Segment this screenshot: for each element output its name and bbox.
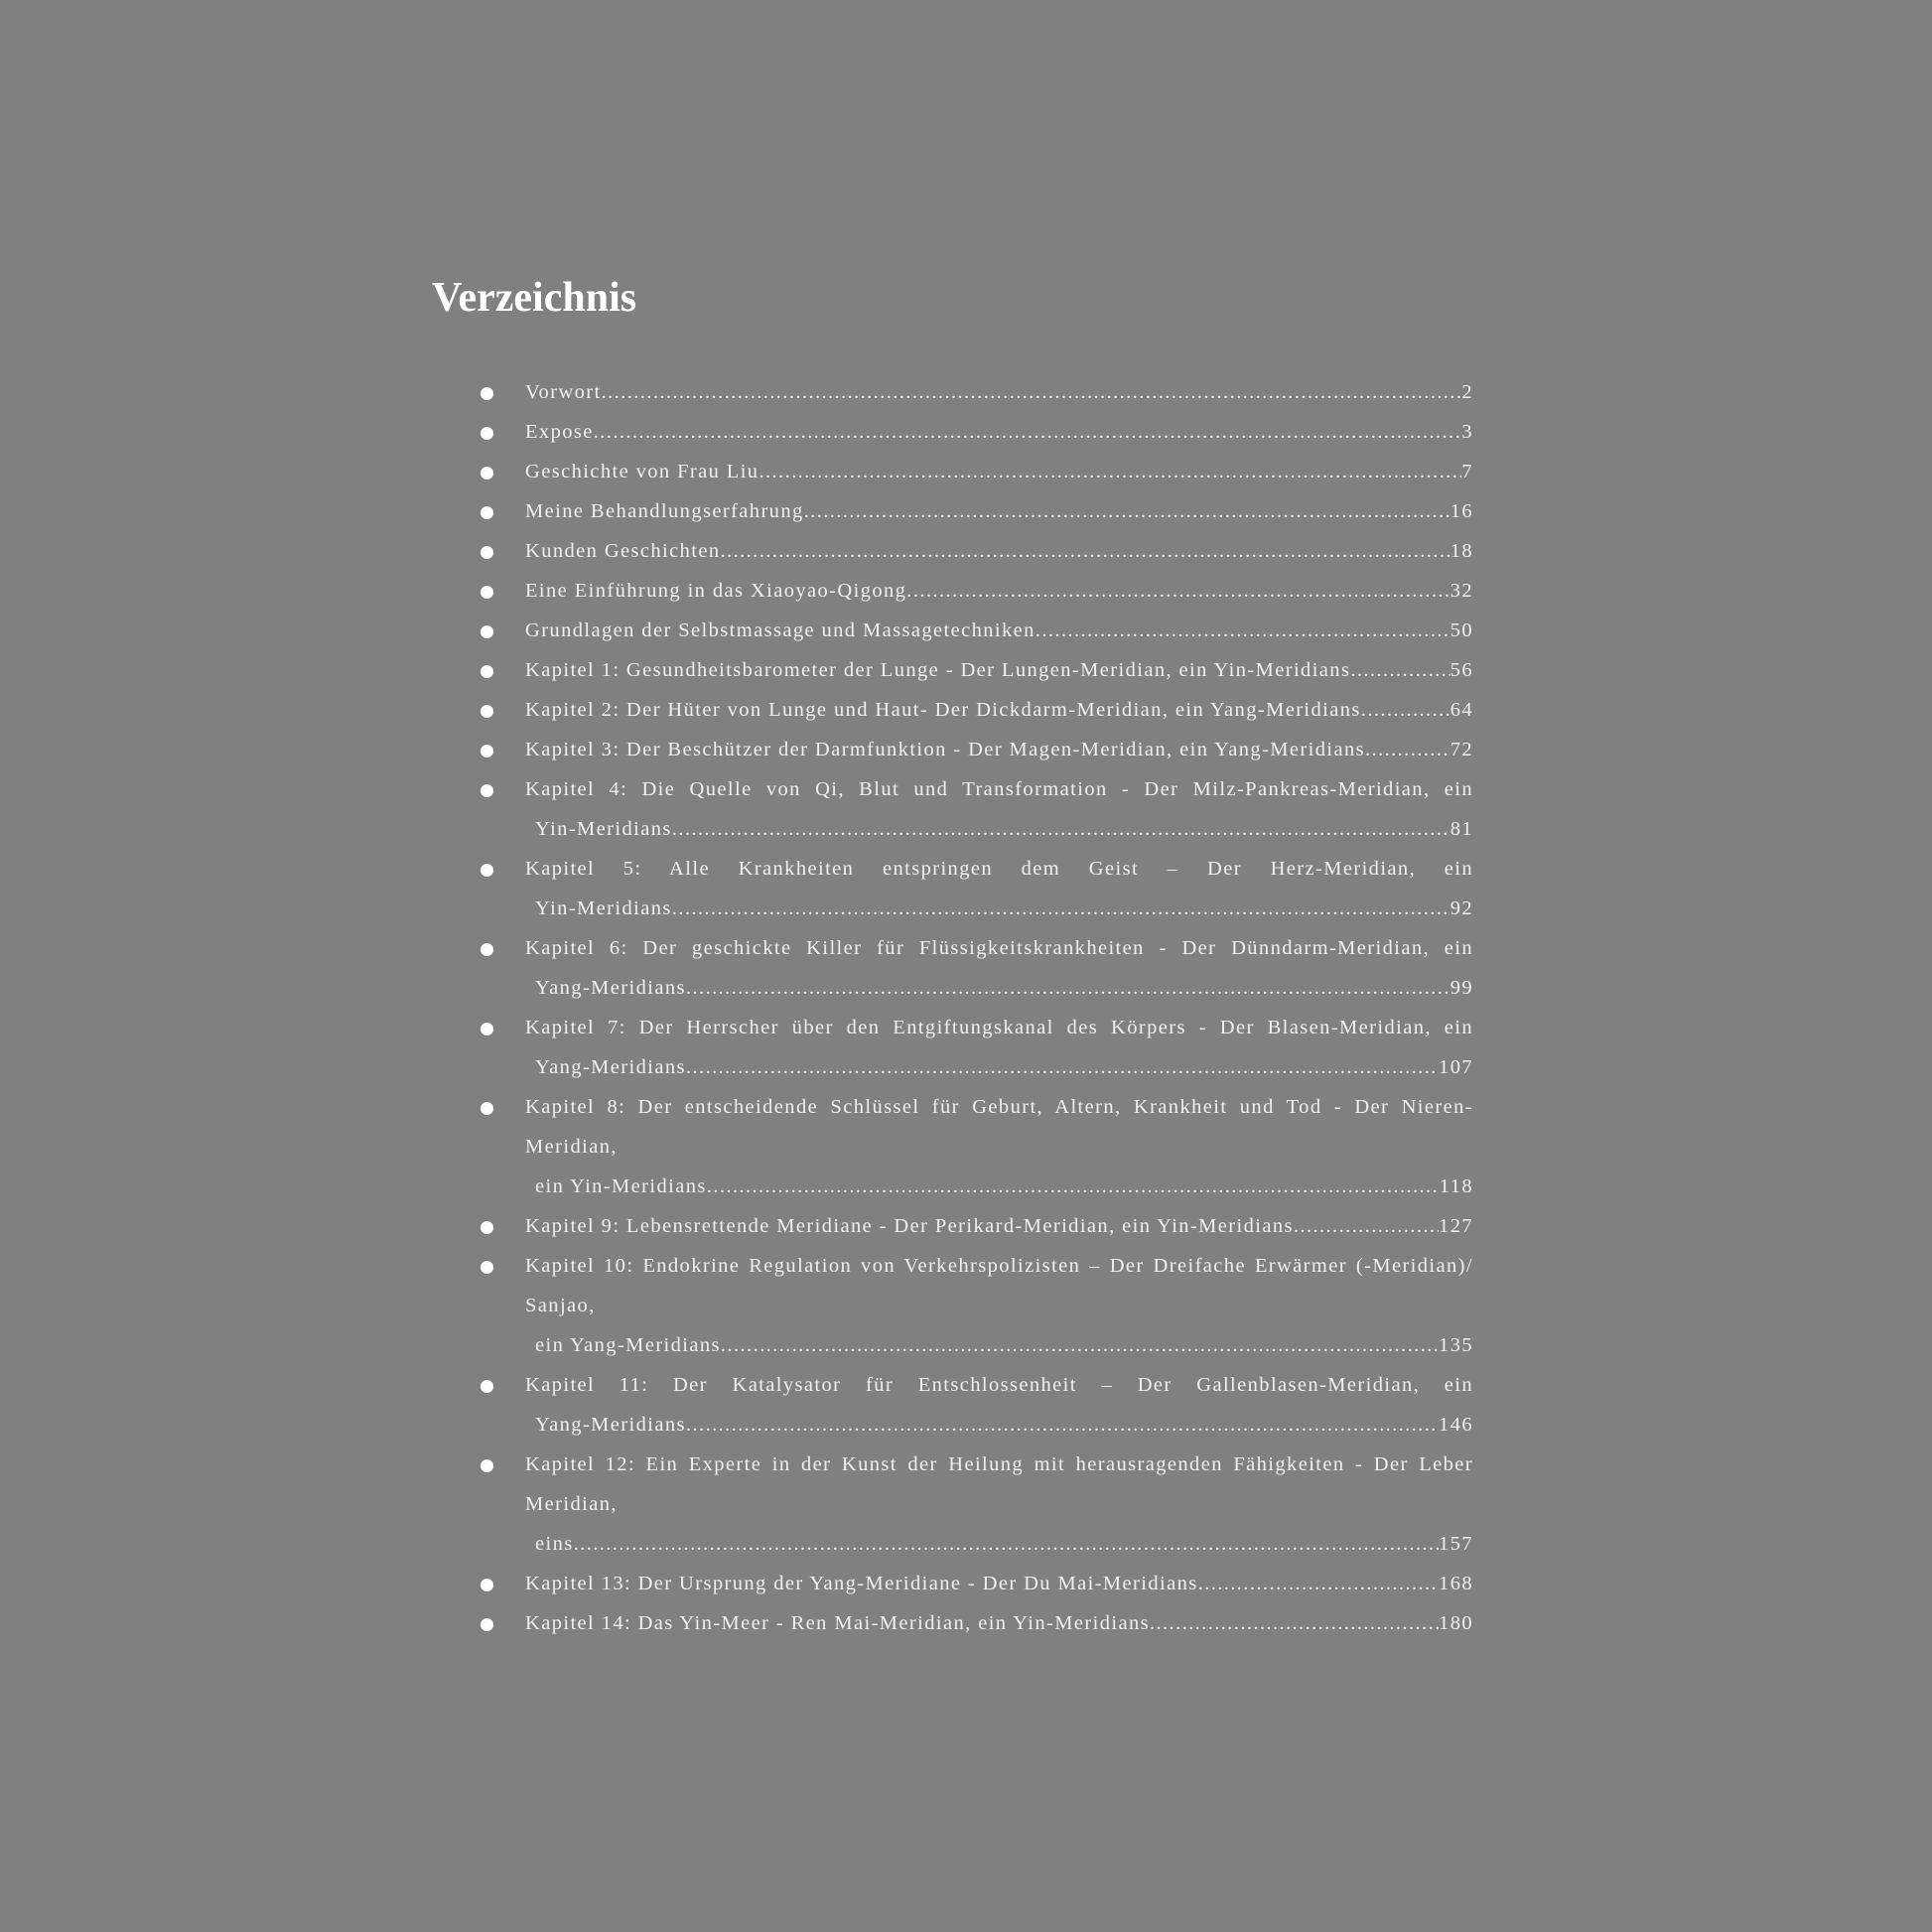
toc-entry-title-line1: Kapitel 4: Die Quelle von Qi, Blut und Transformation - Der Milz-Pankreas-Meridian, ein: [525, 778, 1473, 800]
toc-page-number: 56: [1449, 659, 1473, 681]
toc-entry-title: Eine Einführung in das Xiaoyao-Qigong: [525, 580, 907, 602]
toc-entry[interactable]: [481, 412, 1473, 452]
dot-leader: [686, 1405, 1439, 1445]
bullet-icon: [481, 1579, 493, 1591]
toc-entry[interactable]: [481, 1008, 1473, 1087]
toc-entry-line: [525, 531, 1473, 571]
toc-page-number: 146: [1439, 1414, 1473, 1436]
bullet-icon: [481, 1023, 493, 1035]
toc-entry-line2: [525, 1167, 1473, 1206]
toc-entry-line: [525, 730, 1473, 769]
toc-page-number: 64: [1449, 699, 1473, 721]
toc-entry-title: Meine Behandlungserfahrung: [525, 500, 804, 522]
dot-leader: [602, 372, 1462, 412]
toc-page-number: 107: [1439, 1056, 1473, 1078]
dot-leader: [707, 1167, 1440, 1206]
toc-entry-line: [525, 491, 1473, 531]
toc-entry-title: Geschichte von Frau Liu: [525, 461, 759, 483]
toc-entry-line: [525, 372, 1473, 412]
dot-leader: [1294, 1206, 1439, 1246]
dot-leader: [686, 1047, 1439, 1087]
bullet-icon: [481, 943, 493, 956]
bullet-icon: [481, 745, 493, 758]
toc-entry-title-line1: Kapitel 12: Ein Experte in der Kunst der Heilung mit herausragenden Fähigkeiten - Der Leber Meridian,: [525, 1453, 1473, 1515]
toc-entry-line2: [525, 1047, 1473, 1087]
toc-entry[interactable]: [481, 849, 1473, 928]
toc-entry-line: [525, 571, 1473, 611]
toc-entry[interactable]: [481, 1206, 1473, 1246]
toc-entry-title-line2: ein Yang-Meridians: [535, 1334, 721, 1356]
toc-entry-title: Expose: [525, 421, 594, 443]
toc-page-number: 180: [1439, 1612, 1473, 1634]
page-title: Verzeichnis: [432, 275, 637, 321]
toc-entry-line: [525, 690, 1473, 730]
toc-entry[interactable]: [481, 690, 1473, 730]
bullet-icon: [481, 864, 493, 877]
toc-entry-title: Kapitel 9: Lebensrettende Meridiane - Der Perikard-Meridian, ein Yin-Meridians: [525, 1215, 1294, 1237]
toc-entry-title-line2: Yin-Meridians: [535, 897, 672, 919]
toc-entry-title-line2: ein Yin-Meridians: [535, 1175, 707, 1197]
dot-leader: [1365, 730, 1450, 769]
toc-entry-title: Kapitel 3: Der Beschützer der Darmfunktion - Der Magen-Meridian, ein Yang-Meridians: [525, 739, 1366, 760]
toc-page-number: 32: [1449, 580, 1473, 602]
toc-entry-line: [525, 611, 1473, 650]
toc-entry[interactable]: [481, 928, 1473, 1008]
toc-entry-title-line2: Yang-Meridians: [535, 1414, 686, 1436]
bullet-icon: [481, 784, 493, 797]
toc-entry-title-line1: Kapitel 6: Der geschickte Killer für Flüssigkeitskrankheiten - Der Dünndarm-Meridian, ein: [525, 937, 1473, 959]
toc-page-number: 127: [1439, 1215, 1473, 1237]
toc-entry[interactable]: [481, 1603, 1473, 1643]
bullet-icon: [481, 665, 493, 678]
toc-entry-line2: [525, 1325, 1473, 1365]
toc-entry-title: Kapitel 1: Gesundheitsbarometer der Lunge - Der Lungen-Meridian, ein Yin-Meridians: [525, 659, 1351, 681]
toc-entry-title-line1: Kapitel 10: Endokrine Regulation von Verkehrspolizisten – Der Dreifache Erwärmer (-Meridian)/ Sanjao,: [525, 1255, 1473, 1316]
toc-entry[interactable]: [481, 611, 1473, 650]
toc-entry-line2: [525, 1405, 1473, 1445]
toc-page-number: 18: [1449, 540, 1473, 562]
bullet-icon: [481, 506, 493, 519]
toc-entry[interactable]: [481, 1246, 1473, 1365]
toc-page-number: 72: [1449, 739, 1473, 760]
toc-page-number: 92: [1449, 897, 1473, 919]
bullet-icon: [481, 1221, 493, 1234]
toc-entry-title-line2: Yang-Meridians: [535, 1056, 686, 1078]
table-of-contents: [481, 372, 1473, 1643]
toc-entry[interactable]: [481, 730, 1473, 769]
toc-entry[interactable]: [481, 769, 1473, 849]
toc-entry[interactable]: [481, 1445, 1473, 1564]
toc-entry[interactable]: [481, 1365, 1473, 1445]
toc-entry-line2: [525, 1524, 1473, 1564]
dot-leader: [1150, 1603, 1439, 1643]
toc-page-number: 135: [1439, 1334, 1473, 1356]
toc-entry-title-line1: Kapitel 7: Der Herrscher über den Entgiftungskanal des Körpers - Der Blasen-Meridian, ein: [525, 1017, 1473, 1038]
bullet-icon: [481, 546, 493, 559]
toc-entry[interactable]: [481, 452, 1473, 491]
dot-leader: [721, 531, 1450, 571]
dot-leader: [672, 809, 1450, 849]
toc-entry-title-line1: Kapitel 5: Alle Krankheiten entspringen dem Geist – Der Herz-Meridian, ein: [525, 858, 1473, 880]
dot-leader: [804, 491, 1450, 531]
bullet-icon: [481, 1459, 493, 1472]
toc-entry[interactable]: [481, 491, 1473, 531]
bullet-icon: [481, 625, 493, 638]
toc-entry[interactable]: [481, 1087, 1473, 1206]
bullet-icon: [481, 1380, 493, 1393]
dot-leader: [721, 1325, 1439, 1365]
toc-entry-title-line2: Yang-Meridians: [535, 977, 686, 999]
bullet-icon: [481, 387, 493, 400]
toc-entry-line2: [525, 809, 1473, 849]
dot-leader: [906, 571, 1449, 611]
bullet-icon: [481, 586, 493, 599]
toc-page-number: 50: [1449, 620, 1473, 641]
toc-page-number: 7: [1461, 461, 1473, 483]
toc-entry-title: Grundlagen der Selbstmassage und Massagetechniken: [525, 620, 1035, 641]
toc-page-number: 168: [1439, 1573, 1473, 1594]
toc-page-number: 3: [1461, 421, 1473, 443]
toc-page-number: 157: [1439, 1533, 1473, 1555]
toc-entry-title: Vorwort: [525, 381, 602, 403]
toc-entry-title-line1: Kapitel 11: Der Katalysator für Entschlossenheit – Der Gallenblasen-Meridian, ein: [525, 1374, 1473, 1396]
toc-entry[interactable]: [481, 1564, 1473, 1603]
toc-entry-line: [525, 452, 1473, 491]
bullet-icon: [481, 1618, 493, 1631]
toc-entry-title-line2: eins: [535, 1533, 574, 1555]
dot-leader: [574, 1524, 1439, 1564]
toc-entry-title: Kapitel 14: Das Yin-Meer - Ren Mai-Meridian, ein Yin-Meridians: [525, 1612, 1150, 1634]
dot-leader: [1350, 650, 1449, 690]
dot-leader: [759, 452, 1461, 491]
bullet-icon: [481, 705, 493, 718]
bullet-icon: [481, 427, 493, 440]
bullet-icon: [481, 467, 493, 480]
toc-entry-title: Kunden Geschichten: [525, 540, 721, 562]
toc-entry[interactable]: [481, 571, 1473, 611]
toc-entry[interactable]: [481, 650, 1473, 690]
toc-entry-title-line2: Yin-Meridians: [535, 818, 672, 840]
dot-leader: [672, 889, 1450, 928]
toc-entry-line: [525, 1603, 1473, 1643]
toc-entry[interactable]: [481, 372, 1473, 412]
toc-entry-title-line1: Kapitel 8: Der entscheidende Schlüssel für Geburt, Altern, Krankheit und Tod - Der Nieren-Meridian,: [525, 1096, 1473, 1158]
toc-entry-title: Kapitel 2: Der Hüter von Lunge und Haut- Der Dickdarm-Meridian, ein Yang-Meridians: [525, 699, 1361, 721]
toc-entry-line2: [525, 968, 1473, 1008]
toc-entry-line: [525, 412, 1473, 452]
dot-leader: [1035, 611, 1450, 650]
toc-page-number: 2: [1461, 381, 1473, 403]
bullet-icon: [481, 1261, 493, 1274]
bullet-icon: [481, 1102, 493, 1115]
dot-leader: [594, 412, 1462, 452]
toc-entry-title: Kapitel 13: Der Ursprung der Yang-Meridiane - Der Du Mai-Meridians: [525, 1573, 1198, 1594]
toc-entry-line: [525, 650, 1473, 690]
dot-leader: [1198, 1564, 1439, 1603]
toc-entry-line: [525, 1564, 1473, 1603]
toc-page-number: 118: [1439, 1175, 1473, 1197]
toc-page-number: 16: [1449, 500, 1473, 522]
toc-page-number: 99: [1449, 977, 1473, 999]
toc-entry-line: [525, 1206, 1473, 1246]
toc-entry[interactable]: [481, 531, 1473, 571]
dot-leader: [1361, 690, 1450, 730]
toc-entry-line2: [525, 889, 1473, 928]
toc-page-number: 81: [1449, 818, 1473, 840]
dot-leader: [686, 968, 1450, 1008]
